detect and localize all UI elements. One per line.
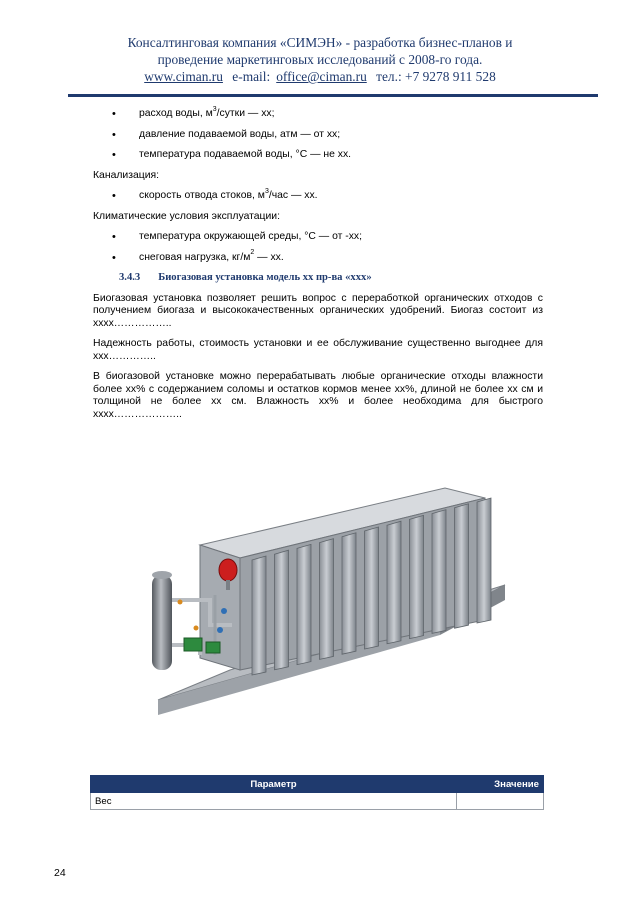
list-item [112, 187, 543, 203]
fin-panel [275, 550, 289, 670]
list-item [112, 105, 543, 121]
page-header [60, 34, 580, 85]
section-heading [119, 272, 543, 285]
paragraph-2: Надежность работы, стоимость установки и ее обслуживание существенно выгоднее для ххх………….. [93, 338, 543, 362]
fin-panel [477, 498, 491, 623]
list-item-text-end: /сутки — хх; [216, 108, 275, 119]
sewerage-label: Канализация: [93, 169, 160, 181]
fin-panel [320, 539, 334, 660]
list-item-text: снеговая нагрузка, кг/м [139, 251, 251, 263]
sewerage-list [93, 187, 543, 203]
header-contacts [60, 68, 580, 85]
header-line-2: проведение маркетинговых исследований с 2008-го года. [157, 52, 483, 67]
table-cell-value [457, 793, 544, 810]
fin-panel [342, 533, 356, 654]
list-item [112, 149, 543, 162]
section-title: Биогазовая установка модель хх пр-ва «ххх» [158, 272, 372, 283]
email-link[interactable]: office@ciman.ru [276, 69, 367, 84]
phone-text: тел.: +7 9278 911 528 [376, 69, 496, 84]
fin-panel [455, 504, 469, 628]
paragraph-3: В биогазовой установке можно перерабатывать любые органические отходы влажности более хх% с содержанием соломы и остатков кормов менее хх%, длиной не более хх см и толщиной не более хх см. Влажность хх% и более необходима для быстрого хххх……………….. [93, 371, 543, 420]
parameters-table [90, 775, 544, 810]
climate-list [93, 231, 543, 264]
superscript: 2 [250, 249, 255, 257]
table-cell-parameter: Вес [91, 793, 457, 810]
superscript: 3 [264, 187, 269, 195]
fin-panel [297, 544, 311, 664]
fin-panel [410, 515, 424, 638]
water-requirements-list [93, 105, 543, 162]
website-link[interactable]: www.ciman.ru [144, 69, 223, 84]
superscript: 3 [212, 105, 217, 113]
fin-panel [432, 510, 446, 634]
section-number: 3.4.3 [119, 272, 141, 283]
email-label: e-mail: [232, 69, 271, 84]
list-item-text-end: — хх. [254, 251, 284, 263]
list-item-text: расход воды, м [139, 108, 213, 119]
fin-panel [365, 527, 379, 649]
table-row [91, 793, 544, 810]
list-item [112, 249, 543, 265]
header-line-1: Консалтинговая компания «СИМЭН» - разработка бизнес-планов и [127, 35, 513, 50]
list-item-text: скорость отвода стоков, м [139, 190, 265, 201]
fin-panel [252, 556, 266, 675]
list-item [112, 129, 543, 142]
table-header-row [91, 776, 544, 793]
list-item-text: температура подаваемой воды, °С — не хх. [139, 149, 352, 160]
biogas-plant-illustration [140, 470, 510, 760]
column-header-parameter: Параметр [91, 776, 457, 793]
list-item-text: температура окружающей среды, °С — от -хх; [139, 231, 363, 242]
header-divider [68, 94, 598, 97]
paragraph-1: Биогазовая установка позволяет решить вопрос с переработкой органических отходов с получением биогаза и высококачественных органических удобрений. Биогаз состоит из хххх…………….. [93, 292, 543, 329]
fin-panel [387, 521, 401, 644]
list-item [112, 231, 543, 244]
page-number: 24 [54, 867, 66, 879]
climate-label: Климатические условия эксплуатации: [93, 210, 280, 222]
list-item-text: давление подаваемой воды, атм — от хх; [139, 128, 341, 140]
list-item-text-end: /час — хх. [268, 190, 318, 201]
column-header-value: Значение [457, 776, 544, 793]
document-body [93, 105, 543, 429]
